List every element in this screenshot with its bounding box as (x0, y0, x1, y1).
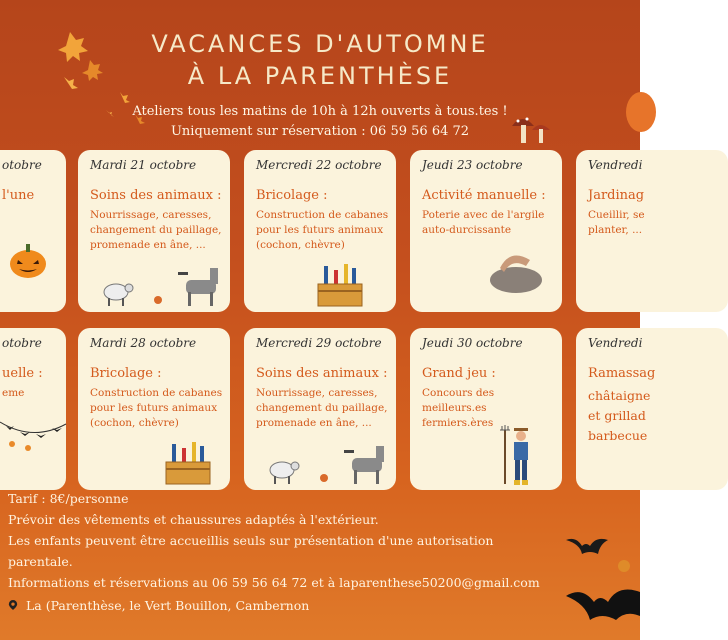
detail-line: Cueillir, se (588, 209, 645, 221)
card-details (90, 208, 224, 253)
toolbox-icon (316, 262, 364, 308)
clay-pottery-icon (488, 246, 544, 296)
detail-line: promenade en âne, ... (90, 239, 206, 251)
card-friday-31 (576, 328, 728, 490)
bats-icon (560, 526, 640, 626)
title-line-1: VACANCES D'AUTOMNE (151, 30, 489, 58)
pumpkin-icon (8, 240, 48, 280)
toolbox-icon (164, 440, 212, 486)
detail-line: planter, ... (588, 224, 643, 236)
detail-line: châtaigne (588, 388, 651, 403)
card-activity: Activité manuelle : (422, 188, 546, 203)
title-line-2: À LA PARENTHÈSE (187, 62, 453, 90)
detail-line: promenade en âne, ... (256, 417, 372, 429)
info-line: Prévoir des vêtements et chaussures adaptés à l'extérieur. (8, 512, 379, 527)
detail-line: (cochon, chèvre) (90, 417, 179, 429)
detail-line: et grillad (588, 408, 646, 423)
bat-garland-icon (0, 416, 66, 456)
card-details (588, 208, 722, 238)
detail-line: pour les futurs animaux (90, 402, 218, 414)
info-line: Informations et réservations au 06 59 56 64 72 et à laparenthese50200@gmail.com (8, 575, 540, 590)
card-details (90, 386, 224, 431)
sheep-donkey-icon (98, 262, 228, 310)
practical-info (8, 488, 540, 593)
card-activity: l'une (2, 188, 35, 203)
card-activity: Jardinag (588, 188, 645, 203)
card-friday-24 (576, 150, 728, 312)
info-line: Les enfants peuvent être accueillis seuls sur présentation d'une autorisation (8, 533, 494, 548)
card-activity: Bricolage : (256, 188, 328, 203)
detail-line: Construction de cabanes (256, 209, 389, 221)
card-details (588, 386, 722, 446)
info-line: parentale. (8, 554, 73, 569)
card-tuesday-21 (78, 150, 230, 312)
card-thursday-23 (410, 150, 562, 312)
card-day: Mercredi 22 octobre (256, 158, 382, 172)
card-day: Vendredi (588, 336, 643, 350)
card-details (422, 208, 556, 238)
card-activity: Soins des animaux : (256, 366, 388, 381)
card-day: otobre (2, 158, 42, 172)
card-day: Jeudi 30 octobre (422, 336, 523, 350)
card-monday-20 (0, 150, 66, 312)
farmer-icon (500, 424, 540, 488)
card-activity: Ramassag (588, 366, 656, 381)
card-monday-27 (0, 328, 66, 490)
card-day: Mardi 28 octobre (90, 336, 197, 350)
subtitle-reservation: Uniquement sur réservation : 06 59 56 64 72 (170, 124, 470, 139)
card-details (256, 208, 390, 253)
detail-line: (cochon, chèvre) (256, 239, 345, 251)
card-tuesday-28 (78, 328, 230, 490)
card-day: Mercredi 29 octobre (256, 336, 382, 350)
address (8, 598, 309, 613)
card-thursday-30 (410, 328, 562, 490)
detail-line: Nourrissage, caresses, (256, 387, 378, 399)
detail-line: Construction de cabanes (90, 387, 223, 399)
card-activity: Grand jeu : (422, 366, 496, 381)
card-day: otobre (2, 336, 42, 350)
card-wednesday-29 (244, 328, 396, 490)
detail-line: Poterie avec de l'argile (422, 209, 545, 221)
detail-line: barbecue (588, 428, 648, 443)
detail-line: Concours des meilleurs.es (422, 387, 495, 414)
card-day: Vendredi (588, 158, 643, 172)
tarif: Tarif : 8€/personne (8, 491, 129, 506)
detail-line: changement du paillage, (256, 402, 388, 414)
card-activity: Bricolage : (90, 366, 162, 381)
detail-line: pour les futurs animaux (256, 224, 384, 236)
card-activity: Soins des animaux : (90, 188, 222, 203)
detail-line: auto-durcissante (422, 224, 512, 236)
detail-line: changement du paillage, (90, 224, 222, 236)
subtitle-hours: Ateliers tous les matins de 10h à 12h ouverts à tous.tes ! (132, 104, 508, 119)
location-pin-icon (8, 600, 18, 610)
card-day: Mardi 21 octobre (90, 158, 197, 172)
card-details (2, 386, 60, 401)
card-activity: uelle : (2, 366, 43, 381)
card-details (256, 386, 390, 431)
card-wednesday-22 (244, 150, 396, 312)
detail-line: Nourrissage, caresses, (90, 209, 212, 221)
address-text: La (Parenthèse, le Vert Bouillon, Cambernon (25, 598, 310, 613)
detail-line: fermiers.ères (422, 417, 494, 429)
sheep-donkey-icon (264, 440, 394, 488)
card-day: Jeudi 23 octobre (422, 158, 523, 172)
detail-line: eme (2, 387, 25, 399)
